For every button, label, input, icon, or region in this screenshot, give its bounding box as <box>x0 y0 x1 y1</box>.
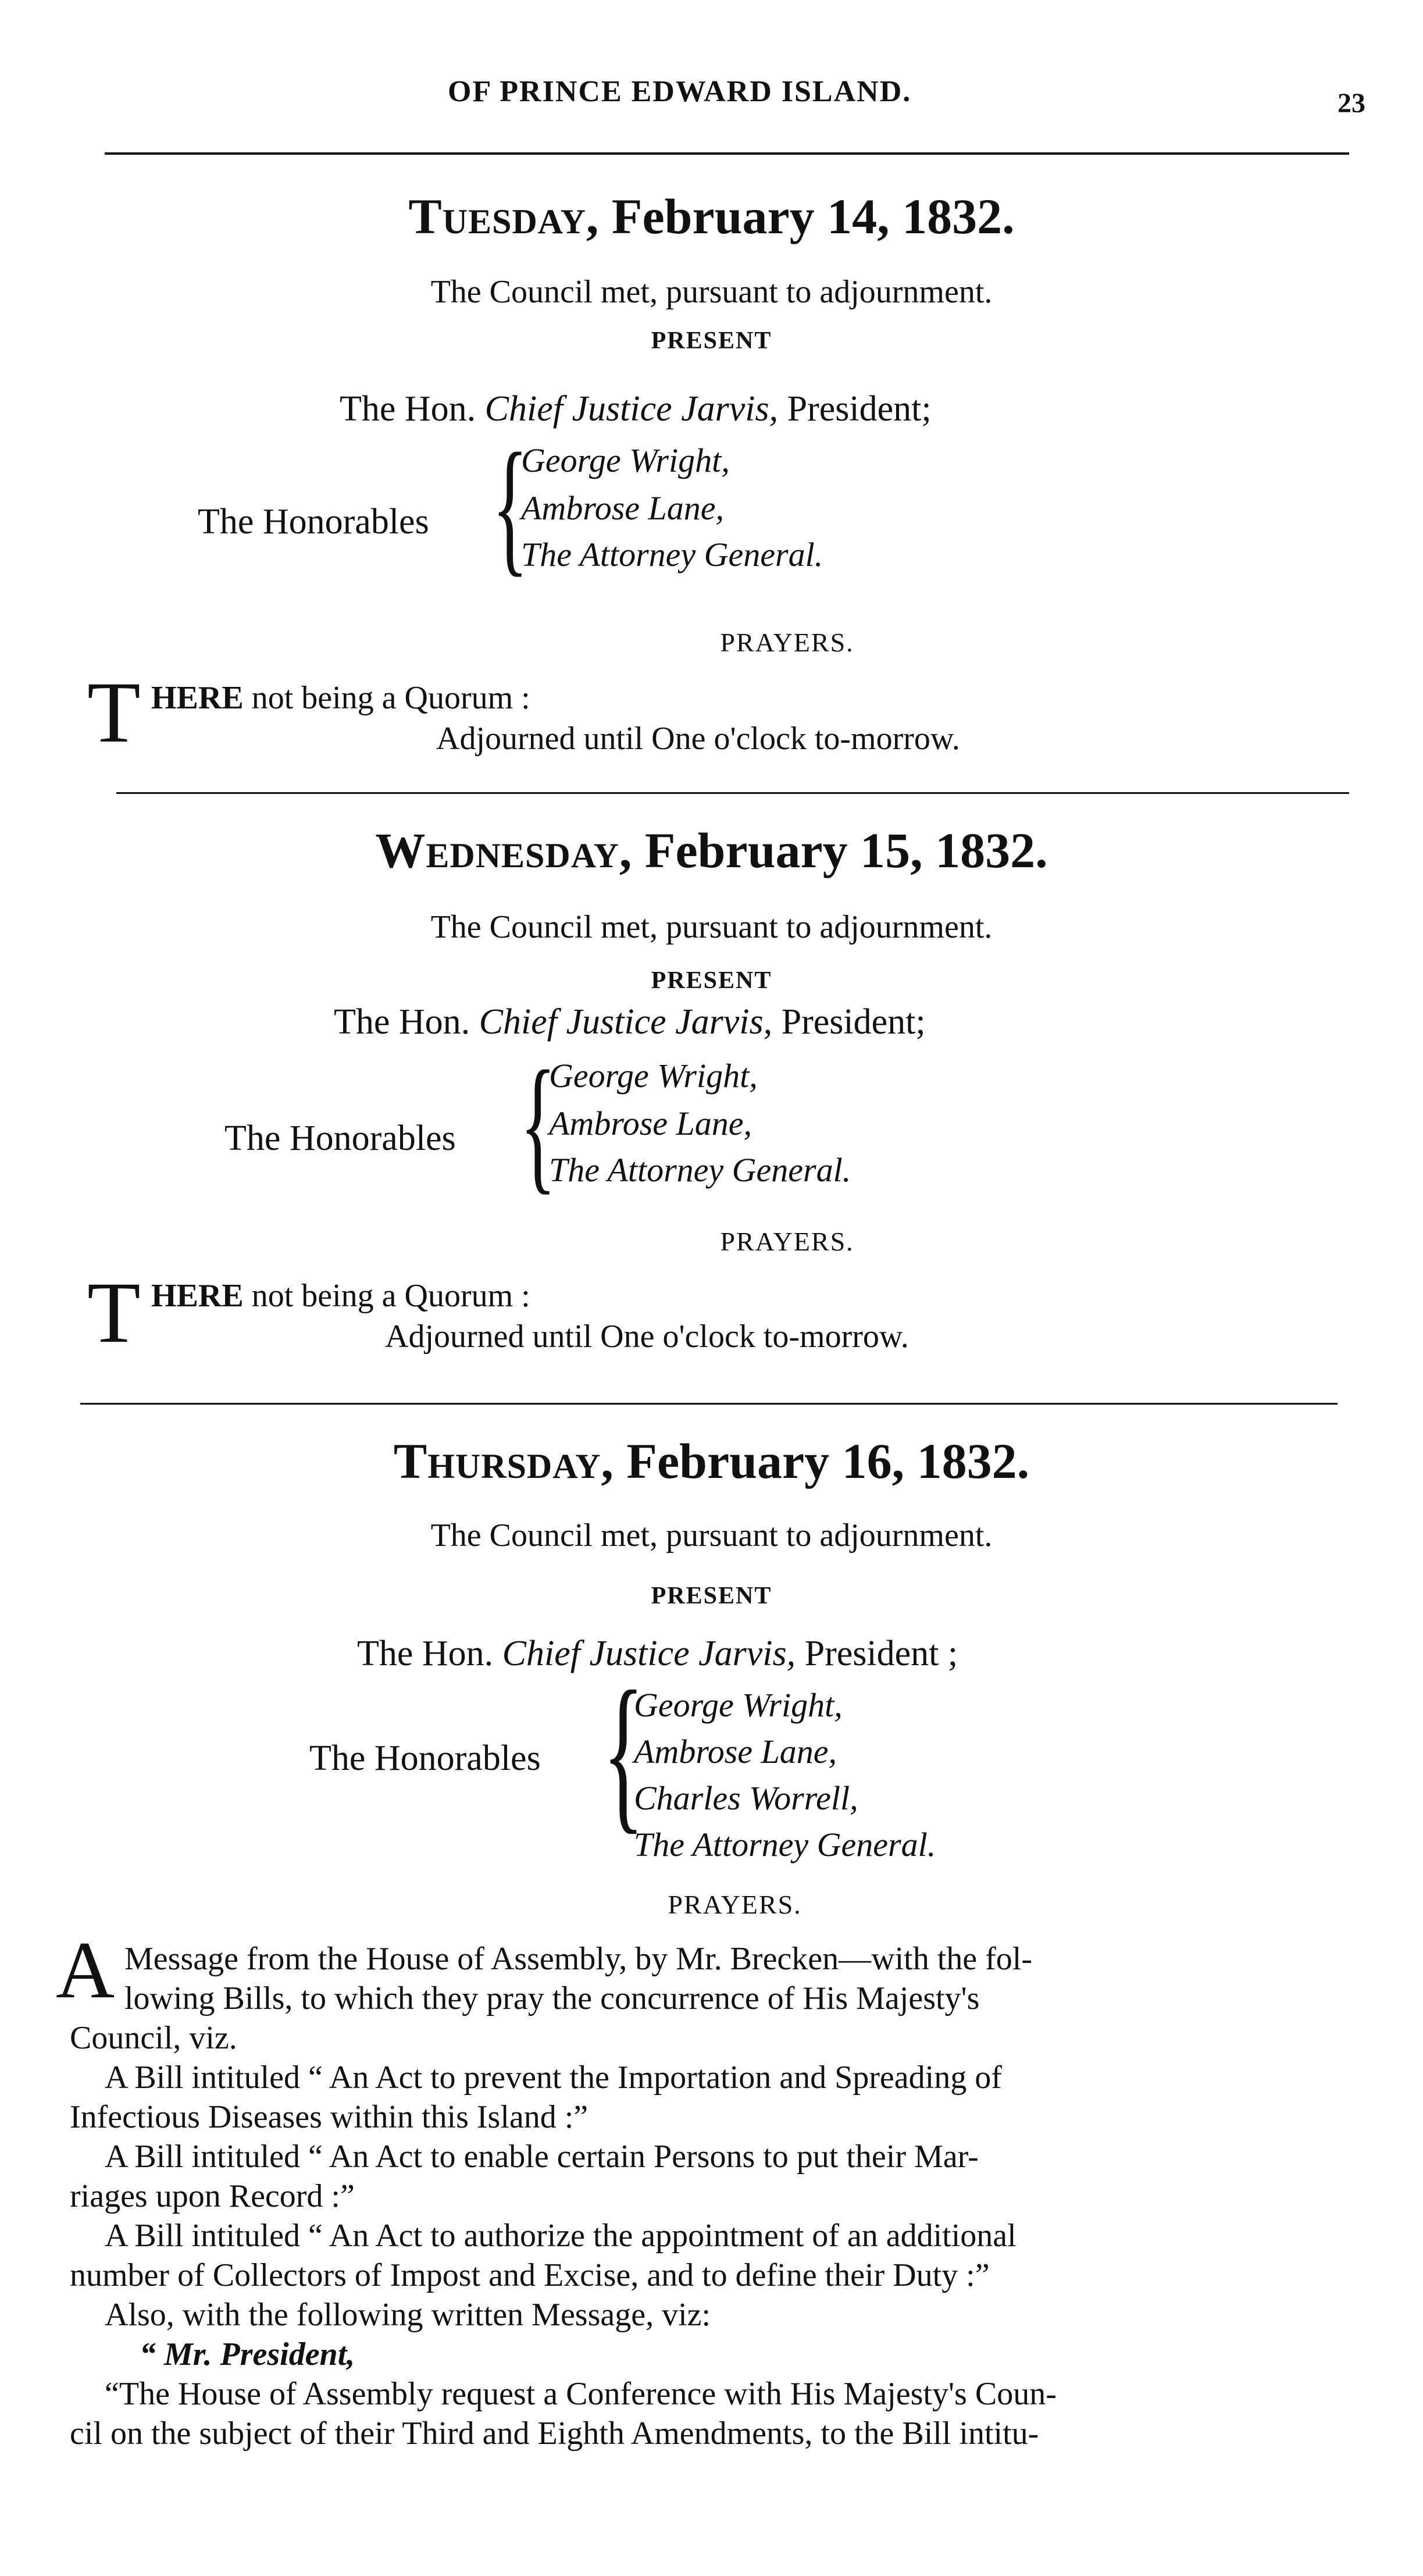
council-met-line: The Council met, pursuant to adjournment. <box>430 909 993 945</box>
member-name: The Attorney General. <box>521 536 823 573</box>
body-line: Council, viz. <box>70 2020 237 2056</box>
session-day: Thursday, <box>393 1433 614 1489</box>
quorum-line <box>151 1277 530 1314</box>
adjourned-line: Adjourned until One o'clock to-morrow. <box>436 721 960 757</box>
drop-cap: T <box>87 1264 141 1361</box>
president-name: Chief Justice Jarvis, <box>502 1634 796 1673</box>
present-label: PRESENT <box>651 327 772 354</box>
opening-word: HERE <box>151 680 244 716</box>
present-label: PRESENT <box>651 967 772 994</box>
body-line: cil on the subject of their Third and Eighth Amendments, to the Bill intitu- <box>70 2415 1039 2452</box>
council-met-line: The Council met, pursuant to adjournment. <box>430 1517 993 1554</box>
body-line: “ Mr. President, <box>140 2336 355 2372</box>
honorables-label: The Honorables <box>309 1738 541 1778</box>
members-brace: { <box>520 1040 557 1207</box>
honorables-label: The Honorables <box>224 1118 456 1158</box>
page-number: 23 <box>1338 88 1365 119</box>
member-name: The Attorney General. <box>634 1826 936 1864</box>
hon-prefix: The Hon. <box>334 1002 470 1042</box>
body-line: Also, with the following written Message, viz: <box>105 2297 711 2333</box>
member-name: George Wright, <box>549 1057 758 1095</box>
honorables-label: The Honorables <box>198 502 429 541</box>
body-line: A Bill intituled “ An Act to enable certain Persons to put their Mar- <box>105 2139 979 2175</box>
running-title: OF PRINCE EDWARD ISLAND. <box>448 75 912 108</box>
session-date: February 16, 1832. <box>626 1433 1030 1489</box>
president-line <box>334 1002 926 1043</box>
session-day: Tuesday, <box>408 188 600 244</box>
member-name: Ambrose Lane, <box>549 1104 752 1142</box>
member-name: George Wright, <box>521 441 730 479</box>
session-date-heading <box>0 821 1423 879</box>
section-divider <box>116 792 1349 794</box>
members-brace: { <box>492 422 529 590</box>
body-line: Infectious Diseases within this Island :” <box>70 2099 589 2135</box>
drop-cap: A <box>56 1925 115 2015</box>
session-day: Wednesday, <box>375 822 633 878</box>
prayers-label: PRAYERS. <box>720 1227 854 1256</box>
president-title: President; <box>781 1002 926 1042</box>
body-line: riages upon Record :” <box>70 2178 355 2214</box>
hon-prefix: The Hon. <box>357 1634 494 1673</box>
president-line <box>340 389 932 430</box>
quorum-text: not being a Quorum : <box>251 1278 530 1314</box>
body-line: A Bill intituled “ An Act to authorize the appointment of an additional <box>105 2218 1017 2254</box>
president-title: President; <box>787 389 932 429</box>
prayers-label: PRAYERS. <box>668 1890 802 1919</box>
session-date: February 15, 1832. <box>644 822 1048 878</box>
present-label: PRESENT <box>651 1583 772 1609</box>
council-met-line: The Council met, pursuant to adjournment. <box>430 274 993 310</box>
session-date: February 14, 1832. <box>611 188 1015 244</box>
opening-word: HERE <box>151 1278 244 1314</box>
body-line: lowing Bills, to which they pray the concurrence of His Majesty's <box>124 1980 980 2016</box>
prayers-label: PRAYERS. <box>720 628 854 657</box>
president-line <box>357 1633 958 1674</box>
session-date-heading <box>0 1432 1423 1490</box>
member-name: Ambrose Lane, <box>521 489 725 527</box>
president-name: Chief Justice Jarvis, <box>484 389 779 429</box>
member-name: The Attorney General. <box>549 1151 851 1189</box>
header-rule <box>105 152 1349 155</box>
body-line: number of Collectors of Impost and Excise, and to define their Duty :” <box>70 2257 990 2293</box>
body-line: A Bill intituled “ An Act to prevent the Importation and Spreading of <box>105 2060 1002 2096</box>
member-name: George Wright, <box>634 1686 843 1724</box>
members-brace: { <box>602 1655 644 1848</box>
president-name: Chief Justice Jarvis, <box>479 1002 773 1042</box>
president-title: President ; <box>804 1634 958 1673</box>
adjourned-line: Adjourned until One o'clock to-morrow. <box>385 1319 909 1355</box>
member-name: Ambrose Lane, <box>634 1733 837 1770</box>
member-name: Charles Worrell, <box>634 1779 858 1817</box>
hon-prefix: The Hon. <box>340 389 476 429</box>
section-divider <box>80 1403 1338 1405</box>
body-line: Message from the House of Assembly, by Mr. Brecken—with the fol- <box>124 1941 1032 1977</box>
body-line: “The House of Assembly request a Conference with His Majesty's Coun- <box>105 2376 1057 2412</box>
session-date-heading <box>0 187 1423 245</box>
quorum-line <box>151 679 530 717</box>
drop-cap: T <box>87 664 141 761</box>
quorum-text: not being a Quorum : <box>251 680 530 716</box>
